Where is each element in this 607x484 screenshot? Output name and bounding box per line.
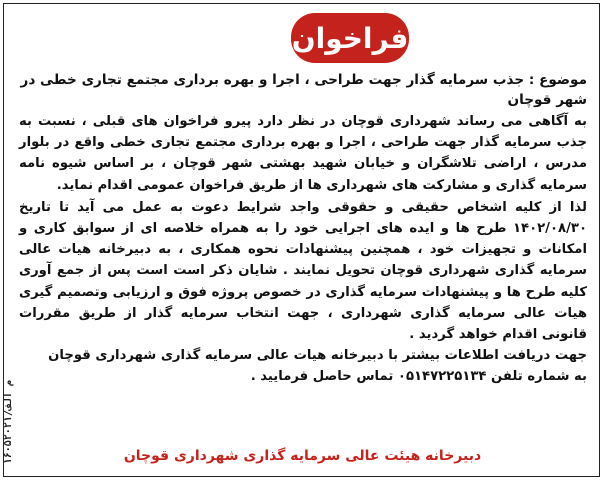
phone-number: ۰۵۱۴۷۲۲۵۱۳۴ — [397, 369, 487, 385]
contact-suffix: تماس حاصل فرمایید . — [250, 369, 398, 385]
subject-prefix: موضوع : — [524, 72, 587, 88]
contact-prefix: به شماره تلفن — [486, 369, 587, 385]
notice-paragraph-1: به آگاهی می رساند شهرداری قوچان در نظر دارد پیرو فراخوان های قبلی ، نسبت به جذب سرمایه گذار جهت طراحی ، اجرا و بهره برداری مجتمع تجاری خطی واقع در بلوار مدرس ، اراضی تلاشگران و خیابان شهید بهشتی شهر قوچان ، بر اساس شیوه نامه سرمایه گذاری و مشارکت های شهرداری ها از طریق فراخوان عمومی اقدام نماید. — [19, 114, 587, 193]
notice-subject — [19, 70, 587, 110]
page-title: فراخوان — [291, 21, 409, 55]
contact-line-2 — [19, 366, 587, 387]
signature-line: دبیرخانه هیئت عالی سرمایه گذاری شهرداری قوچان — [123, 448, 482, 464]
notice-content — [19, 70, 587, 387]
side-reference-code: ۱۶۰۵۲۰۲۱/م الف — [3, 380, 14, 465]
subject-text: جذب سرمایه گذار جهت طراحی ، اجرا و بهره برداری مجتمع تجاری خطی در شهر قوچان — [20, 72, 587, 108]
notice-paragraph-2: لذا از کلیه اشخاص حقیقی و حقوقی واجد شرایط دعوت به عمل می آید تا تاریخ ۱۴۰۲/۰۸/۳۰ طرح ها و ایده های اجرایی خود را به همراه خلاصه ای از سوابق کاری و امکانات و تجهیزات خود ، همچنین پیشنهادات نحوه همکاری ، به دبیرخانه هیات عالی سرمایه گذاری شهرداری قوچان تحویل نمایند . شایان ذکر است است پس از جمع آوری کلیه طرح ها و پیشنهادات سرمایه گذاری در خصوص پروژه فوق و ارزیابی وتصمیم گیری هیات عالی سرمایه گذاری شهرداری ، جهت انتخاب سرمایه گذار از طریق مقررات قانونی اقدام خواهد گردید . — [19, 199, 587, 343]
notice-frame — [3, 3, 600, 477]
title-banner — [291, 13, 409, 63]
contact-line-1: جهت دریافت اطلاعات بیشتر با دبیرخانه هیات عالی سرمایه گذاری شهرداری قوچان — [48, 348, 587, 364]
